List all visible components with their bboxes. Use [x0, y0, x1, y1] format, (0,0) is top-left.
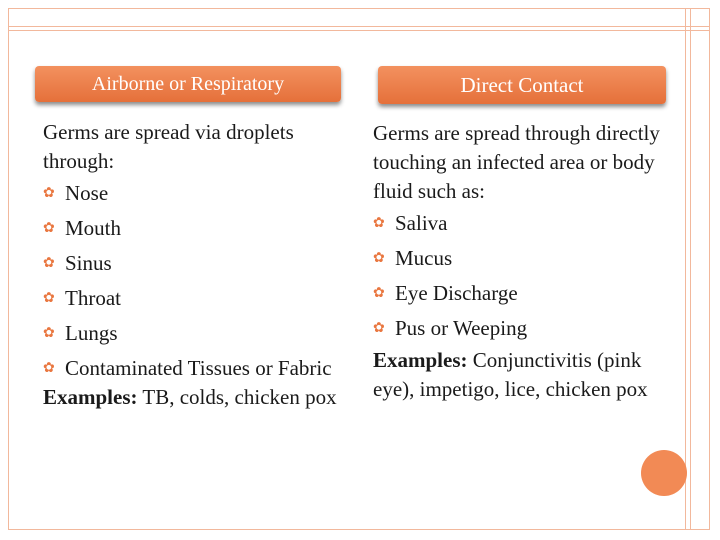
list-item-label: Nose: [65, 181, 109, 205]
list-item: [373, 276, 663, 311]
examples-text: TB, colds, chicken pox: [137, 385, 337, 409]
gear-bullet-icon: ✿: [43, 291, 55, 306]
direct-contact-column: [373, 119, 663, 404]
decorative-line: [685, 8, 686, 530]
list-item: [373, 206, 663, 241]
gear-bullet-icon: ✿: [373, 321, 385, 336]
gear-bullet-icon: ✿: [373, 216, 385, 231]
decorative-line: [690, 8, 691, 530]
gear-bullet-icon: ✿: [43, 221, 55, 236]
examples-label: Examples:: [373, 348, 468, 372]
examples-label: Examples:: [43, 385, 138, 409]
decorative-line: [8, 30, 710, 31]
list-item-label: Mucus: [395, 246, 453, 270]
list-item-label: Lungs: [65, 321, 118, 345]
list-item: [373, 311, 663, 346]
list-item: [43, 351, 343, 383]
gear-bullet-icon: ✿: [43, 361, 55, 376]
gear-bullet-icon: ✿: [43, 186, 55, 201]
direct-contact-examples: [373, 346, 663, 404]
direct-contact-intro: Germs are spread through directly touching an infected area or body fluid such as:: [373, 121, 660, 203]
list-item: [43, 246, 343, 281]
gear-bullet-icon: ✿: [373, 251, 385, 266]
list-item: [43, 316, 343, 351]
list-item: [43, 211, 343, 246]
header-direct-contact: [378, 66, 666, 104]
list-item-label: Saliva: [395, 211, 448, 235]
airborne-intro: Germs are spread via droplets through:: [43, 120, 294, 173]
airborne-list: [43, 176, 343, 383]
decorative-line: [8, 26, 710, 27]
decorative-circle: [641, 450, 687, 496]
list-item: [373, 241, 663, 276]
list-item-label: Contaminated Tissues or Fabric: [65, 356, 332, 380]
direct-contact-list: [373, 206, 663, 346]
header-airborne: [35, 66, 341, 102]
header-airborne-label: Airborne or Respiratory: [91, 72, 285, 95]
airborne-examples: [43, 383, 343, 412]
list-item-label: Pus or Weeping: [395, 316, 528, 340]
list-item-label: Sinus: [65, 251, 112, 275]
header-direct-contact-label: Direct Contact: [460, 72, 584, 97]
gear-bullet-icon: ✿: [43, 326, 55, 341]
examples-text: Conjunctivitis (pink eye), impetigo, lice, chicken pox: [373, 348, 648, 401]
airborne-column: [43, 118, 343, 412]
list-item-label: Eye Discharge: [395, 281, 518, 305]
list-item-label: Throat: [65, 286, 121, 310]
list-item-label: Mouth: [65, 216, 122, 240]
list-item: [43, 176, 343, 211]
gear-bullet-icon: ✿: [43, 256, 55, 271]
list-item: [43, 281, 343, 316]
gear-bullet-icon: ✿: [373, 286, 385, 301]
